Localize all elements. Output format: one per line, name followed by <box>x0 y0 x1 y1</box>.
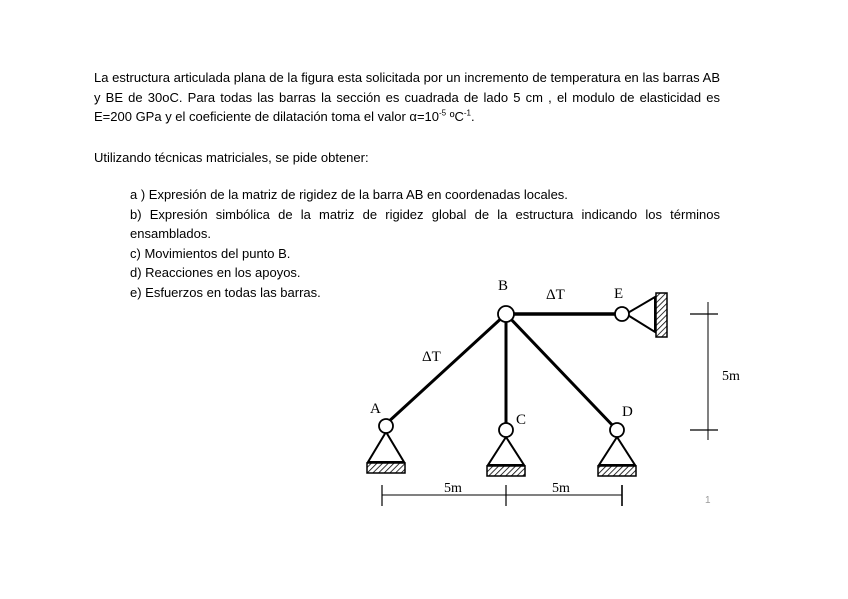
label-delta-t-ab: ΔT <box>422 349 441 365</box>
exponent-alpha: -5 <box>439 108 447 118</box>
task-item-c: c) Movimientos del punto B. <box>130 245 291 261</box>
bar-ab <box>386 314 506 424</box>
exponent-unit: -1 <box>463 108 472 118</box>
label-dim-right: 5m <box>552 481 570 496</box>
task-heading: Utilizando técnicas matriciales, se pide obtener: <box>94 150 369 165</box>
page-number: 1 <box>705 495 711 506</box>
task-item-d: d) Reacciones en los apoyos. <box>130 265 301 280</box>
label-b: B <box>498 278 509 294</box>
intro-text: La estructura articulada plana de la figura esta solicitada por un incremento de temperatura en las barras AB y BE de 30oC. Para todas las barras la sección es cuadrada de lado 5 cm , el modulo de elasticidad es E=200 GPa y el coeficiente de dilatación toma el valor α=10 <box>94 70 720 124</box>
dimension-vertical <box>690 302 740 440</box>
label-dim-left: 5m <box>444 481 462 496</box>
task-item-e: e) Esfuerzos en todas las barras. <box>130 284 321 300</box>
support-d <box>598 423 636 476</box>
task-item-b: b) Expresión simbólica de la matriz de rigidez global de la estructura indicando los términos ensamblados. <box>130 206 720 241</box>
support-a <box>367 419 405 473</box>
hinge-c <box>499 423 513 437</box>
label-delta-t-be: ΔT <box>546 287 565 303</box>
truss-figure <box>340 262 750 514</box>
label-e: E <box>614 286 624 302</box>
hinge-e <box>615 307 629 321</box>
label-d: D <box>622 404 633 420</box>
hinge-a <box>379 419 393 433</box>
hinge-d <box>610 423 624 437</box>
intro-end: . <box>471 109 475 124</box>
hinge-b <box>498 306 514 322</box>
label-a: A <box>370 401 381 417</box>
dimension-horizontal <box>382 481 622 506</box>
support-c <box>487 423 525 476</box>
task-item-a: a ) Expresión de la matriz de rigidez de la barra AB en coordenadas locales. <box>130 187 568 202</box>
intro-unit: ºC <box>446 109 464 124</box>
label-dim-vertical: 5m <box>722 369 740 384</box>
label-c: C <box>516 412 527 428</box>
problem-statement <box>94 68 720 127</box>
